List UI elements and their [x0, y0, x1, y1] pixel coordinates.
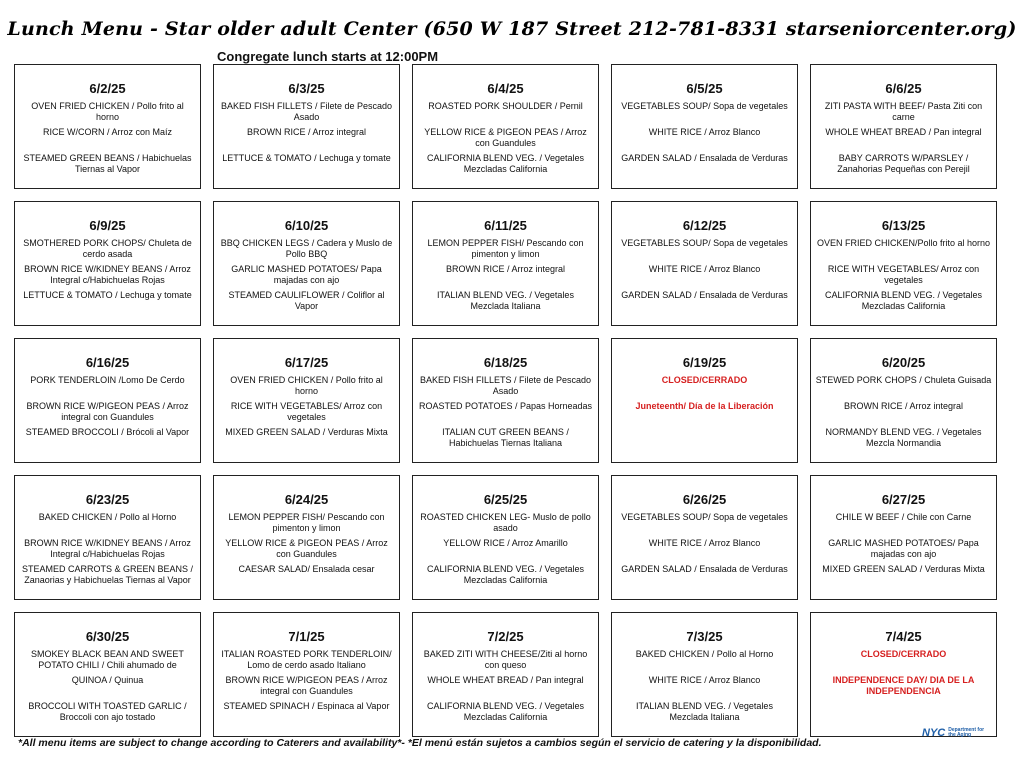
menu-item: LEMON PEPPER FISH/ Pescando con pimenton y limon — [228, 512, 385, 533]
menu-item: CLOSED/CERRADO — [661, 375, 748, 385]
menu-day-cell — [412, 64, 599, 189]
menu-item: GARDEN SALAD / Ensalada de Verduras — [621, 564, 788, 574]
menu-date: 6/23/25 — [85, 492, 130, 507]
menu-item: BAKED FISH FILLETS / Filete de Pescado Asado — [419, 375, 592, 396]
menu-date: 6/6/25 — [885, 81, 922, 96]
menu-item: BROWN RICE / Arroz integral — [843, 401, 964, 411]
menu-item: ROASTED PORK SHOULDER / Pernil — [428, 101, 583, 111]
menu-day-cell — [412, 612, 599, 737]
menu-item: BBQ CHICKEN LEGS / Cadera y Muslo de Pollo BBQ — [220, 238, 393, 259]
menu-date: 6/16/25 — [85, 355, 130, 370]
menu-item: SMOTHERED PORK CHOPS/ Chuleta de cerdo asada — [23, 238, 192, 259]
menu-item: VEGETABLES SOUP/ Sopa de vegetales — [621, 101, 788, 111]
menu-item: SMOKEY BLACK BEAN AND SWEET POTATO CHILI / Chili ahumado de — [31, 649, 184, 670]
menu-item: ITALIAN BLEND VEG. / Vegetales Mezclada Italiana — [636, 701, 773, 722]
menu-item: CALIFORNIA BLEND VEG. / Vegetales Mezcladas California — [824, 290, 983, 311]
menu-day-cell — [611, 475, 798, 600]
page-subtitle: Congregate lunch starts at 12:00PM — [217, 49, 439, 64]
menu-item: YELLOW RICE / Arroz Amarillo — [443, 538, 568, 548]
menu-date: 6/19/25 — [682, 355, 727, 370]
menu-item: YELLOW RICE & PIGEON PEAS / Arroz con Guandules — [225, 538, 388, 559]
menu-item: CLOSED/CERRADO — [860, 649, 947, 659]
menu-day-cell — [14, 612, 201, 737]
menu-day-cell — [412, 338, 599, 463]
menu-day-cell — [412, 475, 599, 600]
menu-item: WHOLE WHEAT BREAD / Pan integral — [427, 675, 584, 685]
menu-item: STEAMED GREEN BEANS / Habichuelas Tiernas al Vapor — [23, 153, 192, 174]
menu-date: 7/4/25 — [885, 629, 922, 644]
menu-item: BROWN RICE W/PIGEON PEAS / Arroz integral con Guandules — [26, 401, 189, 422]
menu-item: STEAMED CARROTS & GREEN BEANS / Zanaorias y Habichuelas Tiernas al Vapor — [21, 564, 194, 585]
menu-item: BROWN RICE / Arroz integral — [445, 264, 566, 274]
menu-date: 6/5/25 — [686, 81, 723, 96]
menu-item: OVEN FRIED CHICKEN/Pollo frito al horno — [816, 238, 991, 248]
menu-item: STEAMED BROCCOLI / Brócoli al Vapor — [25, 427, 190, 437]
menu-item: WHITE RICE / Arroz Blanco — [648, 538, 761, 548]
menu-date: 6/11/25 — [484, 218, 527, 233]
menu-day-cell — [611, 338, 798, 463]
menu-item: MIXED GREEN SALAD / Verduras Mixta — [225, 427, 388, 437]
menu-item: QUINOA / Quinua — [71, 675, 144, 685]
menu-day-cell — [412, 201, 599, 326]
page-title: Lunch Menu - Star older adult Center (650 W 187 Street 212-781-8331 starseniorcenter.org) — [7, 18, 1017, 40]
menu-item: BROWN RICE W/PIGEON PEAS / Arroz integral con Guandules — [225, 675, 388, 696]
menu-item: GARDEN SALAD / Ensalada de Verduras — [621, 290, 788, 300]
menu-date: 7/1/25 — [288, 629, 325, 644]
menu-item: YELLOW RICE & PIGEON PEAS / Arroz con Guandules — [424, 127, 587, 148]
menu-date: 6/25/25 — [483, 492, 528, 507]
menu-item: LEMON PEPPER FISH/ Pescando con pimenton y limon — [427, 238, 584, 259]
nyc-logo-mark: NYC — [922, 727, 946, 739]
menu-item: INDEPENDENCE DAY/ DIA DE LA INDEPENDENCIA — [832, 675, 975, 696]
menu-item: BAKED FISH FILLETS / Filete de Pescado Asado — [220, 101, 393, 122]
menu-date: 6/17/25 — [284, 355, 329, 370]
menu-date: 6/9/25 — [89, 218, 126, 233]
menu-item: ITALIAN CUT GREEN BEANS / Habichuelas Tiernas Italiana — [442, 427, 569, 448]
menu-date: 6/20/25 — [881, 355, 926, 370]
menu-item: ROASTED POTATOES / Papas Horneadas — [418, 401, 593, 411]
menu-date: 6/4/25 — [487, 81, 524, 96]
menu-item: VEGETABLES SOUP/ Sopa de vegetales — [621, 238, 788, 248]
menu-item: MIXED GREEN SALAD / Verduras Mixta — [822, 564, 985, 574]
menu-date: 6/27/25 — [881, 492, 926, 507]
menu-day-cell — [213, 338, 400, 463]
menu-day-cell — [810, 201, 997, 326]
menu-day-cell — [611, 201, 798, 326]
menu-item: BROWN RICE W/KIDNEY BEANS / Arroz Integral c/Habichuelas Rojas — [24, 264, 191, 285]
menu-item: BAKED ZITI WITH CHEESE/Ziti al horno con queso — [423, 649, 588, 670]
menu-item: STEWED PORK CHOPS / Chuleta Guisada — [815, 375, 992, 385]
menu-item: GARDEN SALAD / Ensalada de Verduras — [621, 153, 788, 163]
menu-date: 6/2/25 — [89, 81, 126, 96]
menu-item: CALIFORNIA BLEND VEG. / Vegetales Mezcladas California — [426, 701, 585, 722]
menu-item: BROWN RICE / Arroz integral — [246, 127, 367, 137]
menu-item: ZITI PASTA WITH BEEF/ Pasta Ziti con carne — [824, 101, 983, 122]
menu-day-cell — [213, 201, 400, 326]
logo-department-text: Department for the Aging — [948, 727, 985, 738]
menu-item: CALIFORNIA BLEND VEG. / Vegetales Mezcladas California — [426, 153, 585, 174]
menu-day-cell — [213, 64, 400, 189]
menu-item: RICE W/CORN / Arroz con Maíz — [42, 127, 173, 137]
menu-item: BROCCOLI WITH TOASTED GARLIC / Broccoli con ajo tostado — [28, 701, 187, 722]
menu-item: Juneteenth/ Día de la Liberación — [635, 401, 774, 411]
menu-day-cell — [810, 475, 997, 600]
menu-item: BAKED CHICKEN / Pollo al Horno — [635, 649, 774, 659]
menu-item: STEAMED SPINACH / Espinaca al Vapor — [223, 701, 390, 711]
menu-date: 6/10/25 — [284, 218, 329, 233]
menu-item: GARLIC MASHED POTATOES/ Papa majadas con ajo — [231, 264, 382, 285]
menu-date: 6/30/25 — [85, 629, 130, 644]
menu-date: 6/24/25 — [284, 492, 329, 507]
menu-item: ITALIAN BLEND VEG. / Vegetales Mezclada Italiana — [437, 290, 574, 311]
menu-day-cell — [213, 612, 400, 737]
menu-day-cell — [213, 475, 400, 600]
menu-item: ROASTED CHICKEN LEG- Muslo de pollo asado — [420, 512, 591, 533]
menu-date: 6/26/25 — [682, 492, 727, 507]
menu-item: WHITE RICE / Arroz Blanco — [648, 127, 761, 137]
menu-item: WHITE RICE / Arroz Blanco — [648, 264, 761, 274]
menu-item: NORMANDY BLEND VEG. / Vegetales Mezcla Normandia — [825, 427, 982, 448]
menu-day-cell — [810, 338, 997, 463]
menu-grid — [14, 64, 1007, 734]
menu-item: LETTUCE & TOMATO / Lechuga y tomate — [222, 153, 391, 163]
menu-item: BAKED CHICKEN / Pollo al Horno — [38, 512, 177, 522]
menu-day-cell — [810, 612, 997, 737]
menu-item: ITALIAN ROASTED PORK TENDERLOIN/ Lomo de cerdo asado Italiano — [221, 649, 392, 670]
menu-item: OVEN FRIED CHICKEN / Pollo frito al horno — [230, 375, 383, 396]
menu-date: 6/18/25 — [483, 355, 528, 370]
menu-item: LETTUCE & TOMATO / Lechuga y tomate — [23, 290, 192, 300]
menu-item: GARLIC MASHED POTATOES/ Papa majadas con ajo — [828, 538, 979, 559]
menu-date: 6/12/25 — [682, 218, 727, 233]
nyc-aging-logo — [922, 727, 990, 739]
menu-day-cell — [14, 64, 201, 189]
menu-date: 7/2/25 — [487, 629, 524, 644]
menu-item: WHOLE WHEAT BREAD / Pan integral — [825, 127, 982, 137]
menu-day-cell — [810, 64, 997, 189]
menu-item: BABY CARROTS W/PARSLEY / Zanahorias Pequeñas con Perejil — [837, 153, 970, 174]
menu-item: WHITE RICE / Arroz Blanco — [648, 675, 761, 685]
menu-item: RICE WITH VEGETABLES/ Arroz con vegetales — [827, 264, 980, 285]
menu-item: CALIFORNIA BLEND VEG. / Vegetales Mezcladas California — [426, 564, 585, 585]
menu-date: 6/3/25 — [288, 81, 325, 96]
menu-day-cell — [14, 475, 201, 600]
menu-day-cell — [14, 338, 201, 463]
menu-item: CHILE W BEEF / Chile con Carne — [835, 512, 972, 522]
menu-date: 7/3/25 — [686, 629, 723, 644]
menu-item: CAESAR SALAD/ Ensalada cesar — [238, 564, 375, 574]
menu-item: VEGETABLES SOUP/ Sopa de vegetales — [621, 512, 788, 522]
disclaimer-footer: *All menu items are subject to change according to Caterers and availability*- *El menú están sujetos a cambios según el servicio de catering y la disponibilidad. — [18, 737, 822, 749]
menu-item: STEAMED CAULIFLOWER / Coliflor al Vapor — [228, 290, 385, 311]
menu-item: OVEN FRIED CHICKEN / Pollo frito al horno — [31, 101, 184, 122]
menu-item: BROWN RICE W/KIDNEY BEANS / Arroz Integral c/Habichuelas Rojas — [24, 538, 191, 559]
menu-item: PORK TENDERLOIN /Lomo De Cerdo — [30, 375, 185, 385]
menu-day-cell — [611, 64, 798, 189]
menu-day-cell — [611, 612, 798, 737]
menu-day-cell — [14, 201, 201, 326]
menu-date: 6/13/25 — [881, 218, 926, 233]
menu-item: RICE WITH VEGETABLES/ Arroz con vegetales — [230, 401, 383, 422]
